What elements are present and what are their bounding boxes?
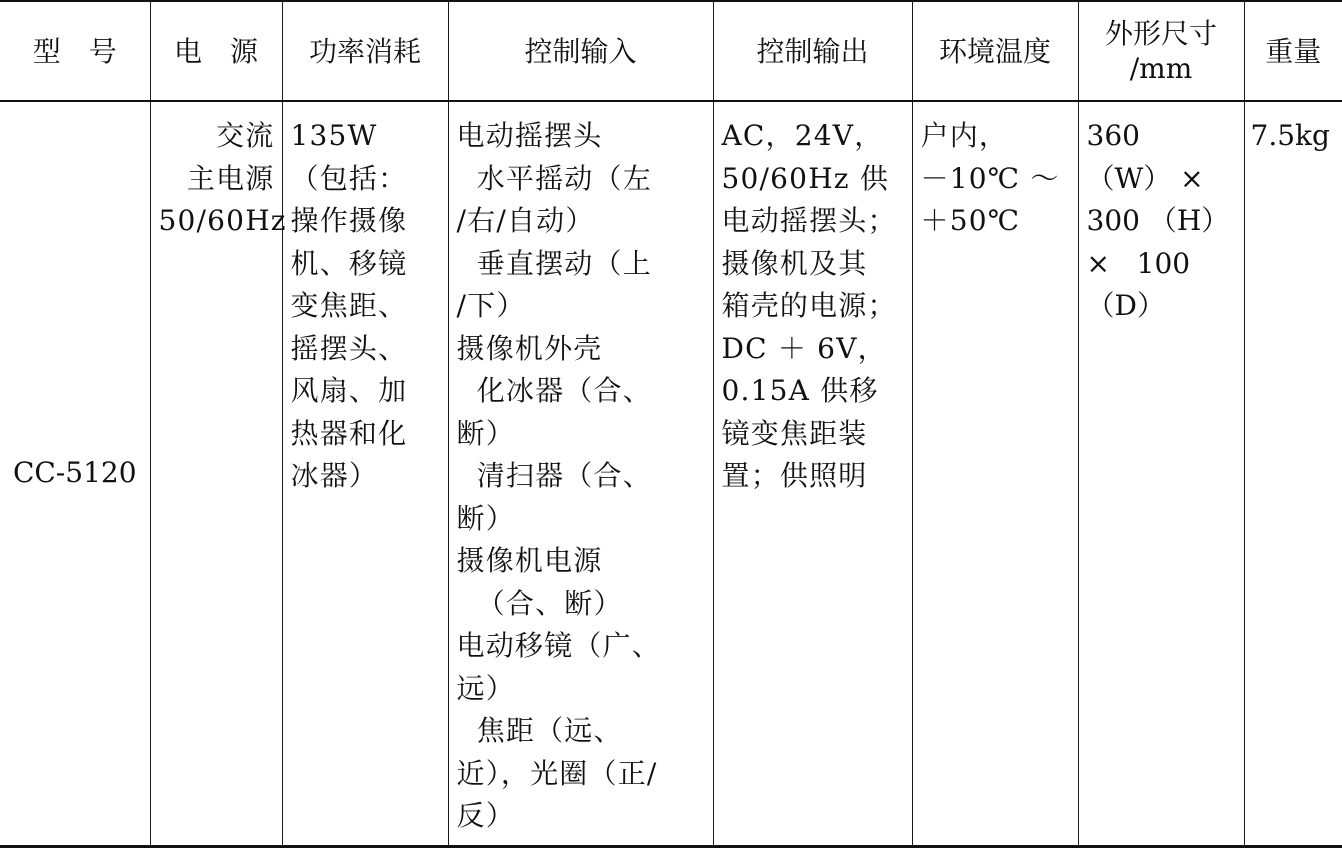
header-dimensions: 外形尺寸 /mm	[1078, 1, 1244, 101]
header-model: 型 号	[0, 1, 150, 101]
dimensions-value: 360 （W） × 300 （H） × 100 （D）	[1086, 119, 1230, 322]
table-row	[0, 101, 1342, 847]
dimensions-cell	[1078, 101, 1244, 847]
control-output-cell	[713, 101, 912, 847]
header-ambient-temperature: 环境温度	[912, 1, 1078, 101]
power-supply-value: 交流 主电源 50/60Hz	[158, 119, 287, 237]
model-value: CC-5120	[12, 456, 137, 490]
ambient-temperature-value: 户内， －10℃ ～ ＋50℃	[920, 119, 1060, 237]
header-power-supply: 电 源	[150, 1, 282, 101]
header-power-consumption: 功率消耗	[282, 1, 448, 101]
control-output-value: AC，24V， 50/60Hz 供 电动摇摆头； 摄像机及其 箱壳的电源； DC ＋ 6V， 0.15A 供移 镜变焦距装 置；供照明	[721, 119, 897, 492]
model-cell	[0, 101, 150, 847]
power-consumption-value: 135W （包括： 操作摄像 机、移镜 变焦距、 摇摆头、 风扇、加 热器和化 冰器）	[290, 119, 408, 492]
power-consumption-cell	[282, 101, 448, 847]
control-input-cell	[448, 101, 713, 847]
weight-value: 7.5kg	[1250, 119, 1330, 152]
ambient-temperature-cell	[912, 101, 1078, 847]
power-supply-cell	[150, 101, 287, 847]
header-control-output: 控制输出	[713, 1, 912, 101]
header-control-input: 控制输入	[448, 1, 713, 101]
weight-cell	[1244, 101, 1342, 847]
header-row	[0, 1, 1342, 101]
control-input-value: 电动摇摆头 水平摇动（左 /右/自动） 垂直摆动（上 /下） 摄像机外壳 化冰器（合、 断） 清扫器（合、 断） 摄像机电源 （合、断） 电动移镜（广、 远） 焦距（远、 近），光圈（正/ 反）	[456, 119, 661, 832]
header-weight: 重量	[1244, 1, 1342, 101]
